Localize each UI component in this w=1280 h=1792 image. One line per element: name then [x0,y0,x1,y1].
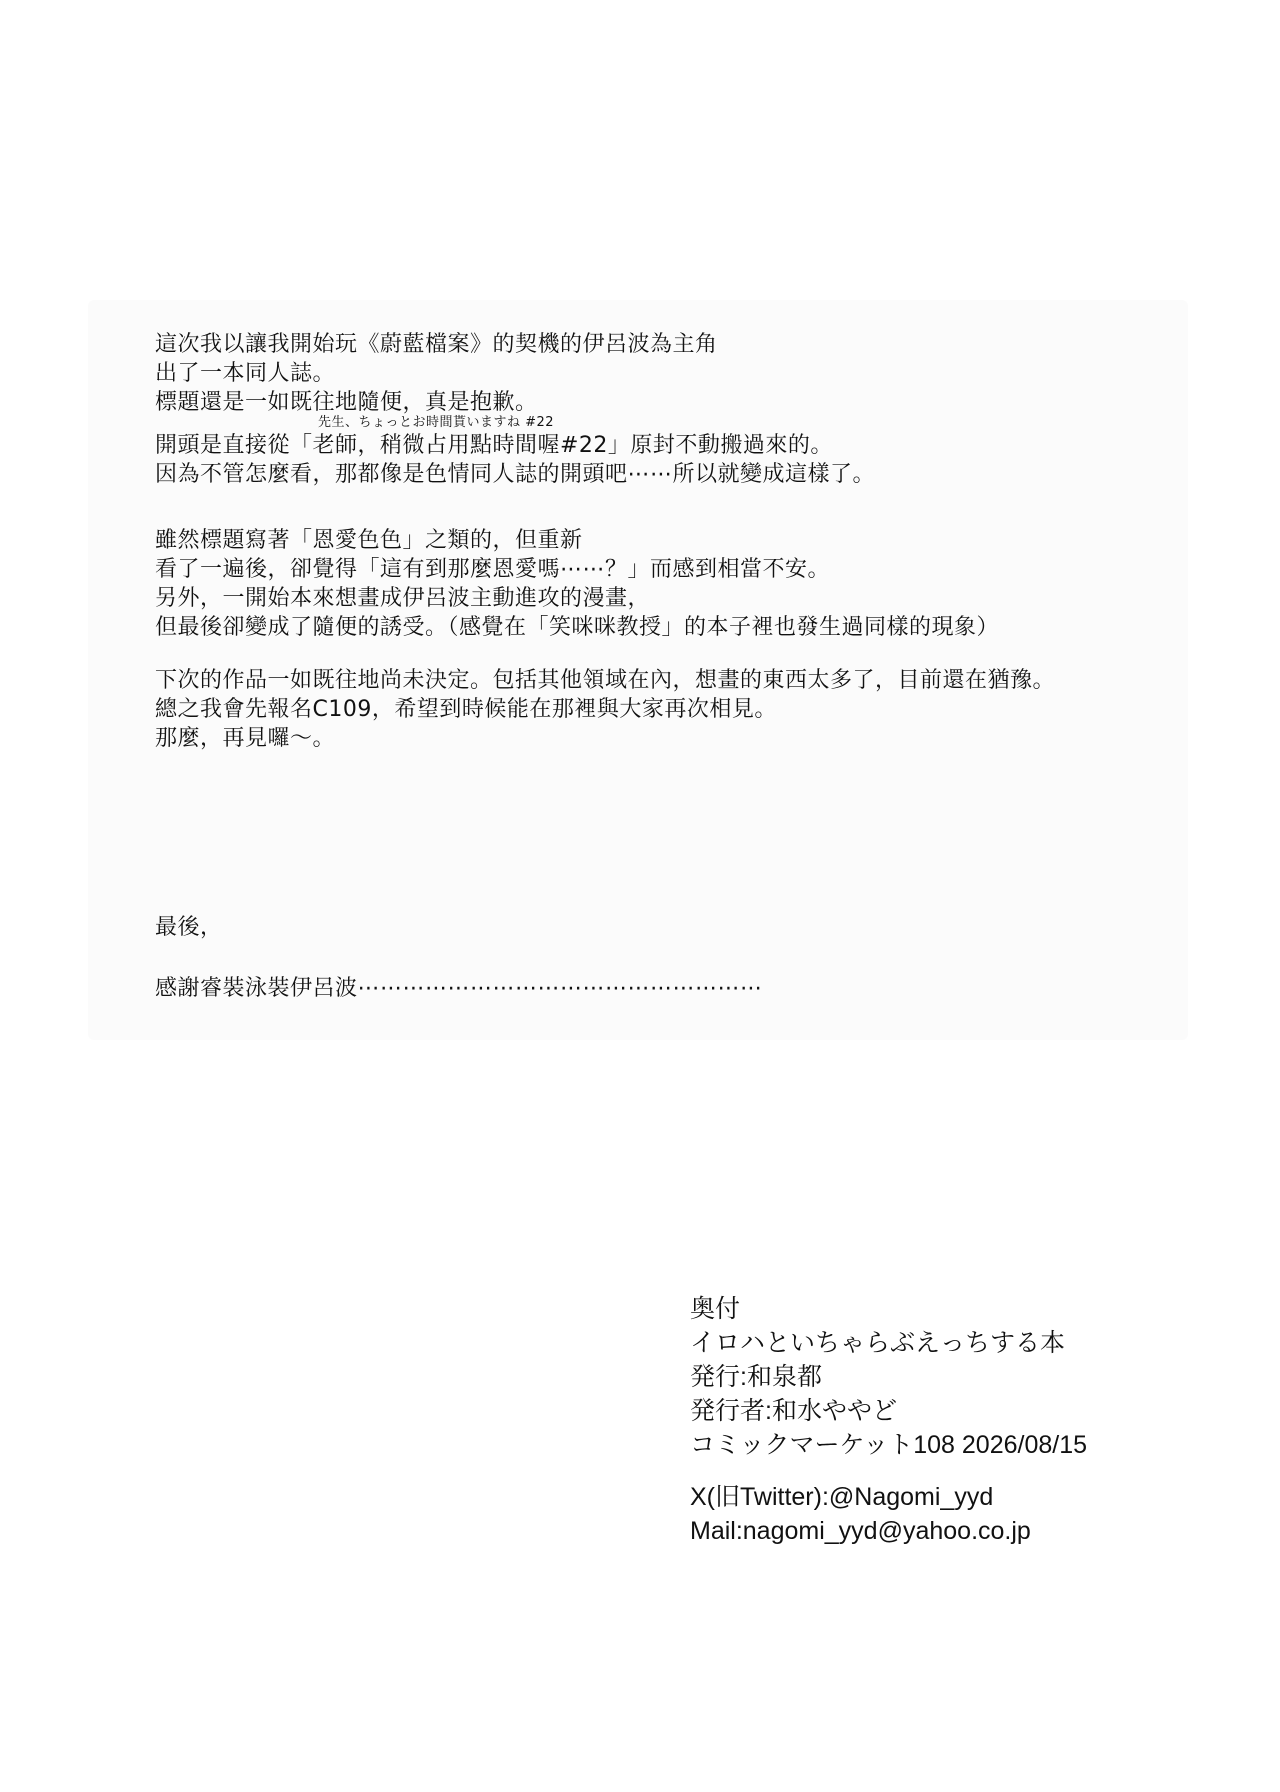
afterword-paragraph-3 [155,666,1055,753]
text-line: 總之我會先報名C109，希望到時候能在那裡與大家再次相見。 [155,697,777,722]
text-line: 那麼，再見囉～。 [155,726,336,751]
colophon-publisher: 発行者:和水ややど [690,1397,897,1425]
colophon [690,1292,1087,1548]
colophon-circle: 発行:和泉都 [690,1363,822,1391]
colophon-event: コミックマーケット108 2026/08/15 [690,1431,1088,1459]
text-line: 最後， [155,915,223,940]
text-line: 下次的作品一如既往地尚未決定。包括其他領域在內，想畫的東西太多了，目前還在猶豫。 [155,668,1056,693]
text-line: 開頭是直接從「老師，稍微占用點時間喔#22」原封不動搬過來的。 [155,433,833,458]
closing-thanks [155,974,763,1003]
afterword-paragraph-2 [155,526,999,642]
colophon-twitter: X(旧Twitter):@Nagomi_yyd [690,1483,994,1511]
text-line: 這次我以讓我開始玩《蔚藍檔案》的契機的伊呂波為主角 [155,332,718,357]
colophon-heading: 奥付 [690,1295,741,1323]
afterword-paragraph-1 [155,330,875,489]
closing-intro [155,913,223,942]
spacer [690,1462,1087,1480]
ruby-annotation: 先生、ちょっとお時間貰いますね #22 [318,415,555,430]
text-line: 另外，一開始本來想畫成伊呂波主動進攻的漫畫， [155,586,651,611]
text-line: 但最後卻變成了隨便的誘受。（感覺在「笑咪咪教授」的本子裡也發生過同樣的現象） [155,615,1000,640]
text-line: 因為不管怎麼看，那都像是色情同人誌的開頭吧⋯⋯所以就變成這樣了。 [155,462,876,487]
text-line: 出了一本同人誌。 [155,361,336,386]
colophon-mail: Mail:nagomi_yyd@yahoo.co.jp [690,1517,1031,1545]
text-line: 標題還是一如既往地隨便，真是抱歉。 [155,390,538,415]
text-line: 感謝睿裝泳裝伊呂波⋯⋯⋯⋯⋯⋯⋯⋯⋯⋯⋯⋯⋯⋯⋯⋯⋯⋯ [155,976,763,1001]
text-line: 雖然標題寫著「恩愛色色」之類的，但重新 [155,528,583,553]
text-line: 看了一遍後，卻覺得「這有到那麼恩愛嗎⋯⋯？」而感到相當不安。 [155,557,831,582]
colophon-title: イロハといちゃらぶえっちする本 [690,1329,1066,1357]
